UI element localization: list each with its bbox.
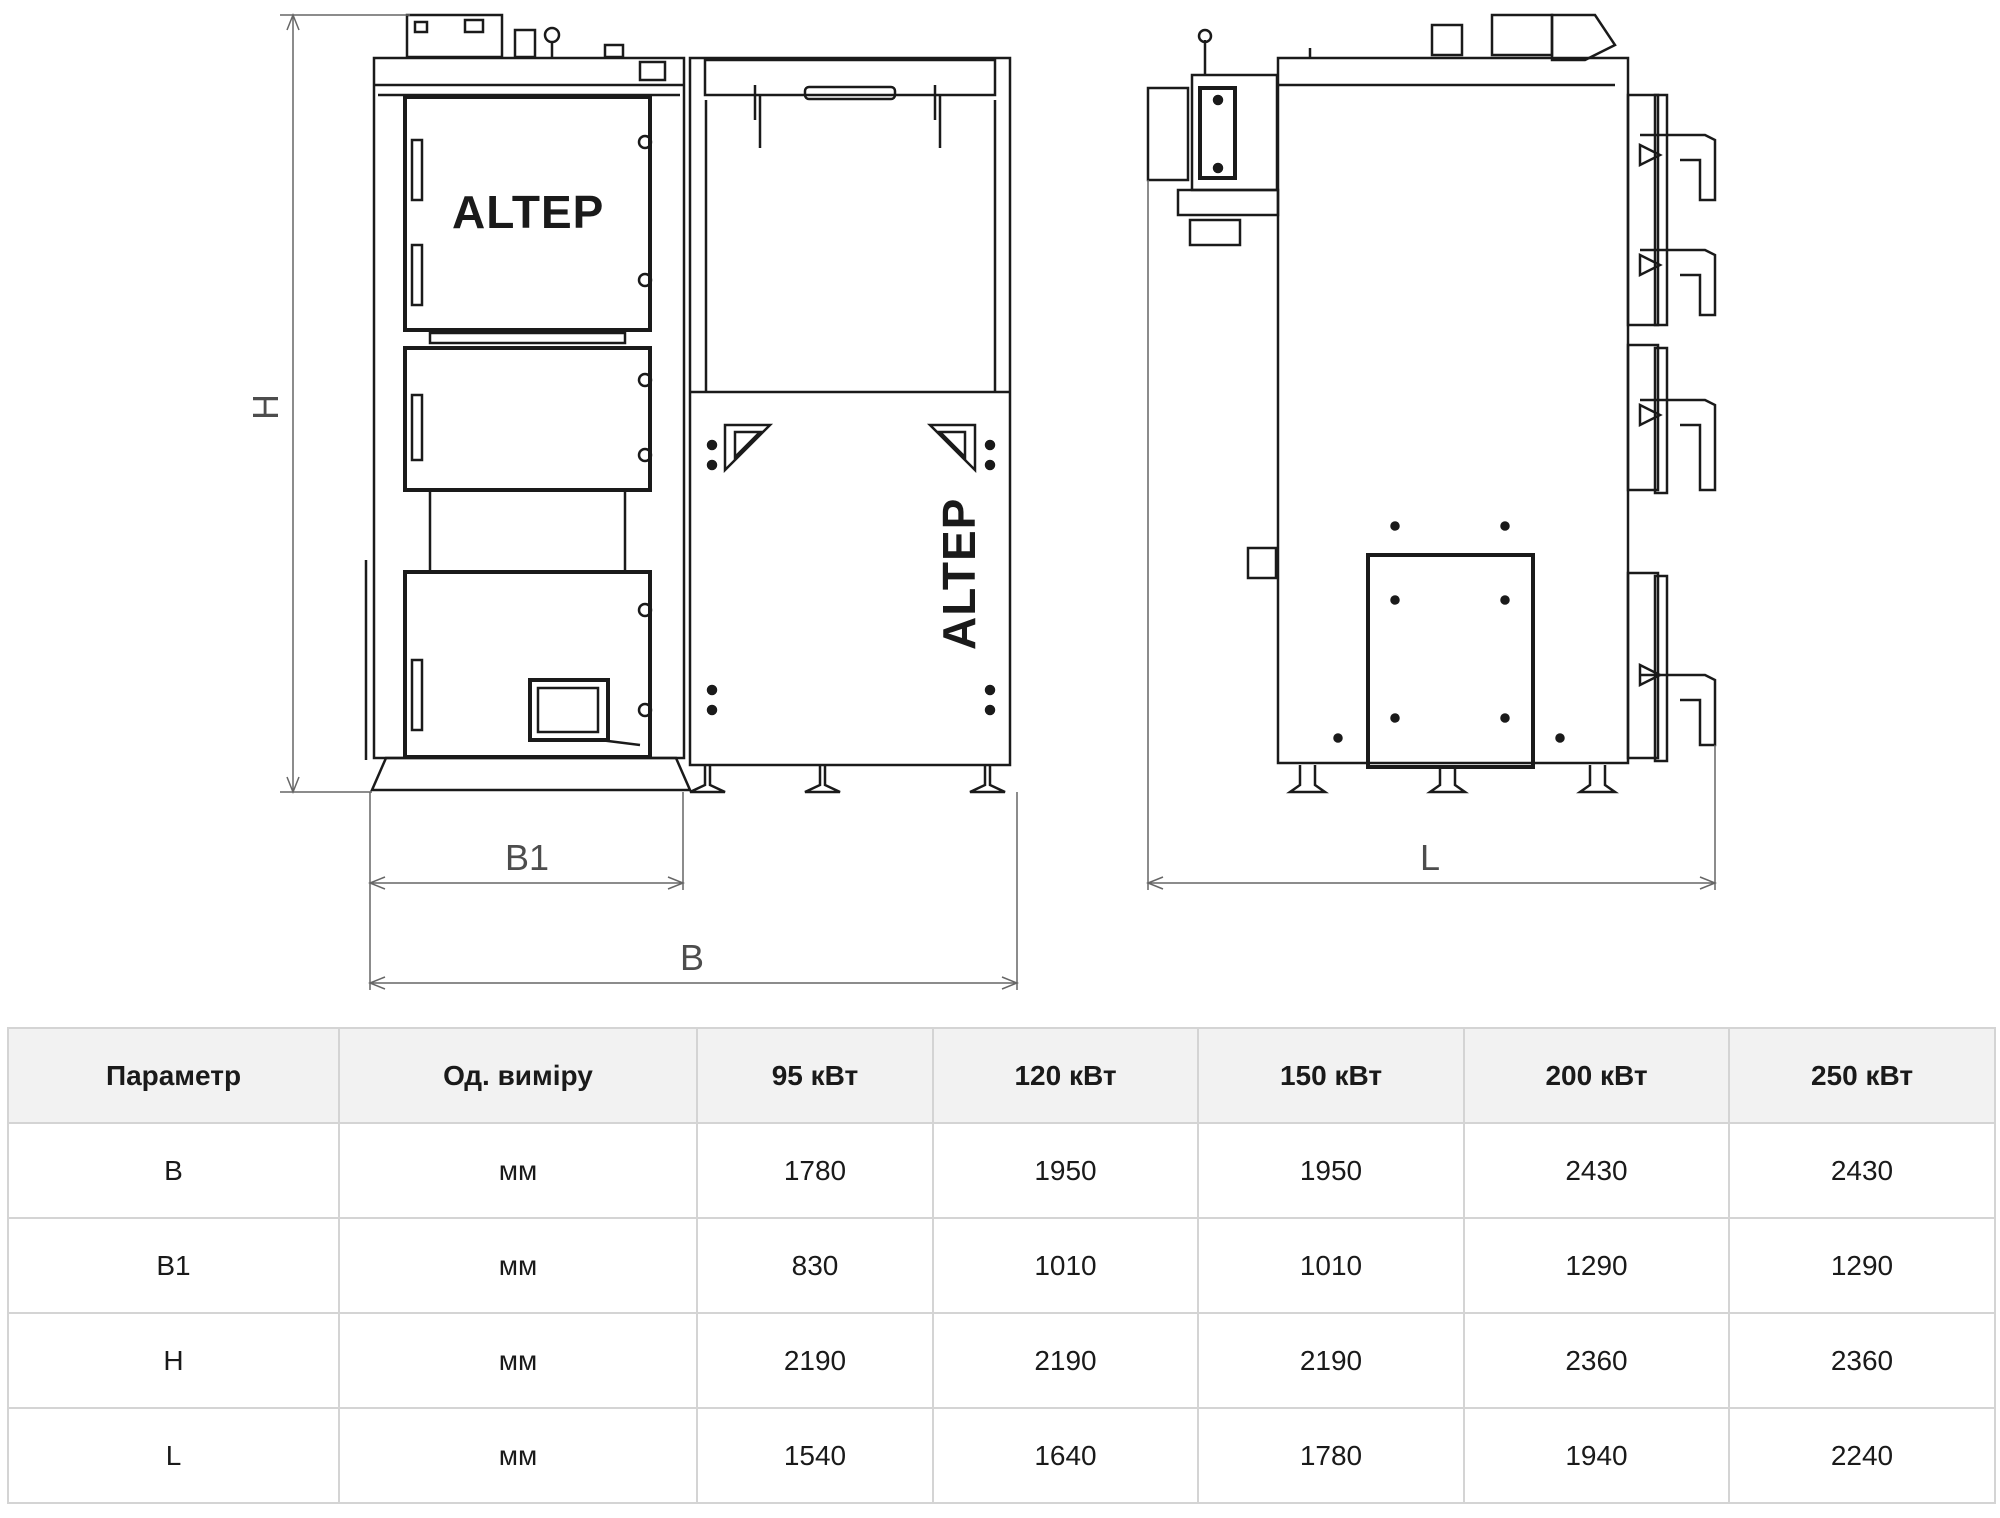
fuel-hopper [690,58,1010,792]
middle-door [405,348,650,490]
front-view [366,15,690,790]
table-row [8,1313,1995,1408]
table-cell: 2430 [1464,1123,1729,1218]
table-cell: мм [339,1313,697,1408]
table-cell: 1290 [1464,1218,1729,1313]
table-cell: 2240 [1729,1408,1995,1503]
table-cell: 2360 [1729,1313,1995,1408]
table-cell: 2190 [1198,1313,1464,1408]
dimension-label-h: H [245,394,286,420]
table-cell: 1780 [697,1123,933,1218]
inspection-hatch [1368,555,1533,767]
header-95kw: 95 кВт [697,1028,933,1123]
specification-table [7,1027,1996,1504]
table-cell: 1950 [933,1123,1198,1218]
table-cell: H [8,1313,339,1408]
table-cell: 2190 [933,1313,1198,1408]
table-cell: 1010 [933,1218,1198,1313]
table-cell: 2430 [1729,1123,1995,1218]
table-cell: мм [339,1408,697,1503]
table-cell: 1940 [1464,1408,1729,1503]
table-cell: мм [339,1123,697,1218]
table-cell: B [8,1123,339,1218]
table-cell: B1 [8,1218,339,1313]
table-cell: 2190 [697,1313,933,1408]
table-cell: 830 [697,1218,933,1313]
table-cell: 1290 [1729,1218,1995,1313]
dimension-label-b: B [680,937,705,978]
table-cell: 1540 [697,1408,933,1503]
table-cell: 1640 [933,1408,1198,1503]
dimension-label-b1: B1 [505,837,550,878]
ash-door [405,572,650,757]
table-row [8,1218,1995,1313]
table-row [8,1123,1995,1218]
table-cell: 1950 [1198,1123,1464,1218]
dimensions [280,15,1715,990]
header-250kw: 250 кВт [1729,1028,1995,1123]
table-row [8,1408,1995,1503]
header-120kw: 120 кВт [933,1028,1198,1123]
table-cell: L [8,1408,339,1503]
table-cell: 1010 [1198,1218,1464,1313]
side-body [1278,58,1628,763]
dimension-label-l: L [1420,837,1441,878]
table-cell: 2360 [1464,1313,1729,1408]
header-200kw: 200 кВт [1464,1028,1729,1123]
header-150kw: 150 кВт [1198,1028,1464,1123]
table-header-row [8,1028,1995,1123]
side-logo: ALTEP [933,497,985,650]
header-unit: Од. виміру [339,1028,697,1123]
table-cell: 1780 [1198,1408,1464,1503]
header-parameter: Параметр [8,1028,339,1123]
boiler-body [374,58,684,758]
table-cell: мм [339,1218,697,1313]
front-logo: ALTEP [452,186,605,238]
side-view [1148,15,1715,792]
